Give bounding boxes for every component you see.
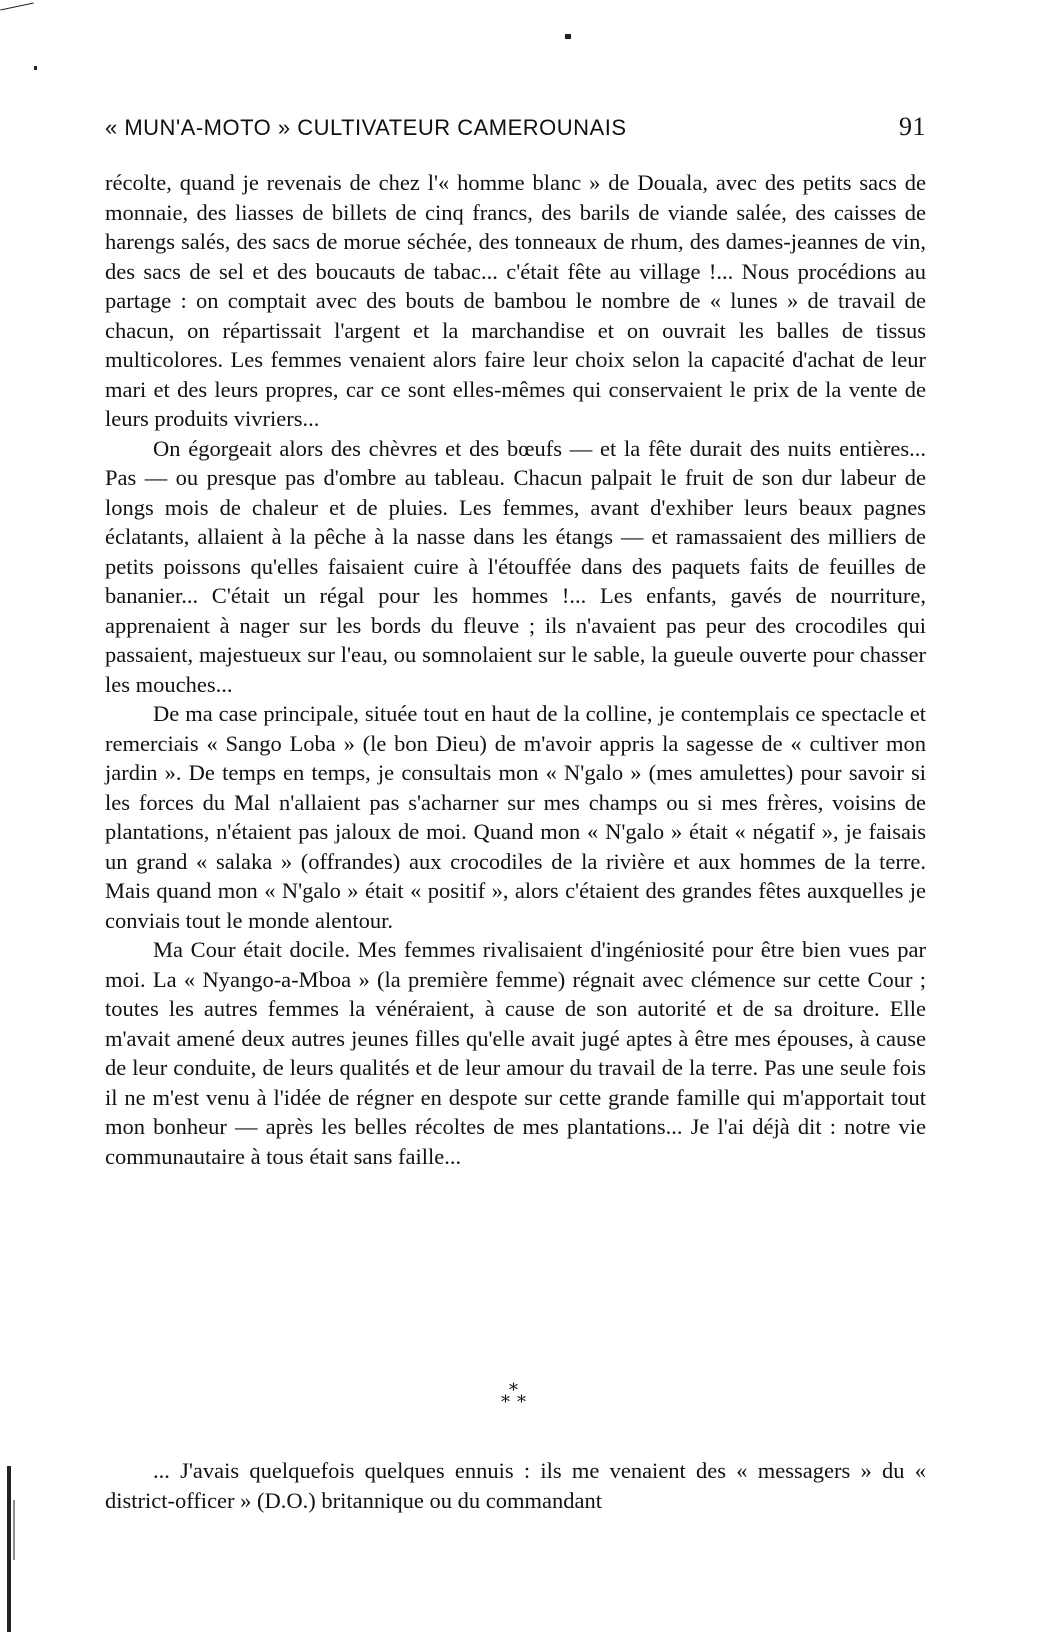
- running-header: [105, 112, 926, 148]
- paragraph: récolte, quand je revenais de chez l'« homme blanc » de Douala, avec des petits sacs de monnaie, des liasses de billets de cinq francs, des barils de viande salée, des caisses de harengs salés, des sacs de morue séchée, des tonneaux de rhum, des dames-jeannes de vin, des sacs de sel et des boucauts de tabac... c'était fête au village !... Nous procédions au partage : on comptait avec des bouts de bambou le nombre de « lunes » de travail de chacun, on répartissait l'argent et la marchandise et on ouvrait les balles de tissus multicolores. Les femmes venaient alors faire leur choix selon la capacité d'achat de leur mari et des leurs propres, car ce sont elles-mêmes qui conservaient le prix de la vente de leurs produits vivriers...: [105, 170, 926, 431]
- paragraph: ... J'avais quelquefois quelques ennuis : ils me venaient des « messagers » du « district-officer » (D.O.) britannique ou du commandant: [105, 1458, 926, 1513]
- separator-star: *: [517, 1392, 526, 1413]
- scan-edge-mark: [7, 1466, 11, 1632]
- separator-star: *: [509, 1380, 518, 1401]
- continuation-text: [105, 1456, 926, 1515]
- separator-star: *: [501, 1392, 510, 1413]
- page-number: 91: [899, 112, 926, 141]
- main-text: [105, 168, 926, 1171]
- scan-dot: [565, 34, 571, 39]
- scan-edge-mark: [13, 1500, 15, 1560]
- section-separator: [495, 1382, 535, 1422]
- paragraph: De ma case principale, située tout en haut de la colline, je contemplais ce spectacle et remerciais « Sango Loba » (le bon Dieu) de m'avoir appris la sagesse de « cultiver mon jardin ». De temps en temps, je consultais mon « N'galo » (mes amulettes) pour savoir si les forces du Mal n'allaient pas s'acharner sur mes champs ou si mes frères, voisins de plantations, n'étaient pas jaloux de moi. Quand mon « N'galo » était « négatif », je faisais un grand « salaka » (offrandes) aux crocodiles de la rivière et aux hommes de la terre. Mais quand mon « N'galo » était « positif », alors c'étaient des grandes fêtes auxquelles je conviais tout le monde alentour.: [105, 701, 926, 933]
- scan-dot: [34, 66, 37, 70]
- paragraph: Ma Cour était docile. Mes femmes rivalisaient d'ingéniosité pour être bien vues par moi. La « Nyango-a-Mboa » (la première femme) régnait avec clémence sur cette Cour ; toutes les autres femmes la vénéraient, à cause de son autorité et de sa droiture. Elle m'avait amené deux autres jeunes filles qu'elle avait jugé aptes à être mes épouses, à cause de leur conduite, de leurs qualités et de leur amour du travail de la terre. Pas une seule fois il ne m'est venu à l'idée de régner en despote sur cette grande famille qui m'apportait tout mon bonheur — après les belles récoltes de mes plantations... Je l'ai déjà dit : notre vie communautaire à tous était sans faille...: [105, 937, 926, 1169]
- running-title: « MUN'A-MOTO » CULTIVATEUR CAMEROUNAIS: [105, 115, 627, 140]
- scan-edge-mark: [0, 2, 33, 10]
- paragraph: On égorgeait alors des chèvres et des bœufs — et la fête durait des nuits entières... Pas — ou presque pas d'ombre au tableau. Chacun palpait le fruit de son dur labeur de longs mois de chaleur et de pluies. Les femmes, avant d'exhiber leurs beaux pagnes éclatants, allaient à la pêche à la nasse dans les étangs — et ramassaient des milliers de petits poissons qu'elles faisaient cuire à l'étouffée dans des paquets faits de feuilles de bananier... C'était un régal pour les hommes !... Les enfants, gavés de nourriture, apprenaient à nager sur les bords du fleuve ; ils n'avaient pas peur des crocodiles qui passaient, majestueux sur l'eau, ou somnolaient sur le sable, la gueule ouverte pour chasser les mouches...: [105, 435, 926, 697]
